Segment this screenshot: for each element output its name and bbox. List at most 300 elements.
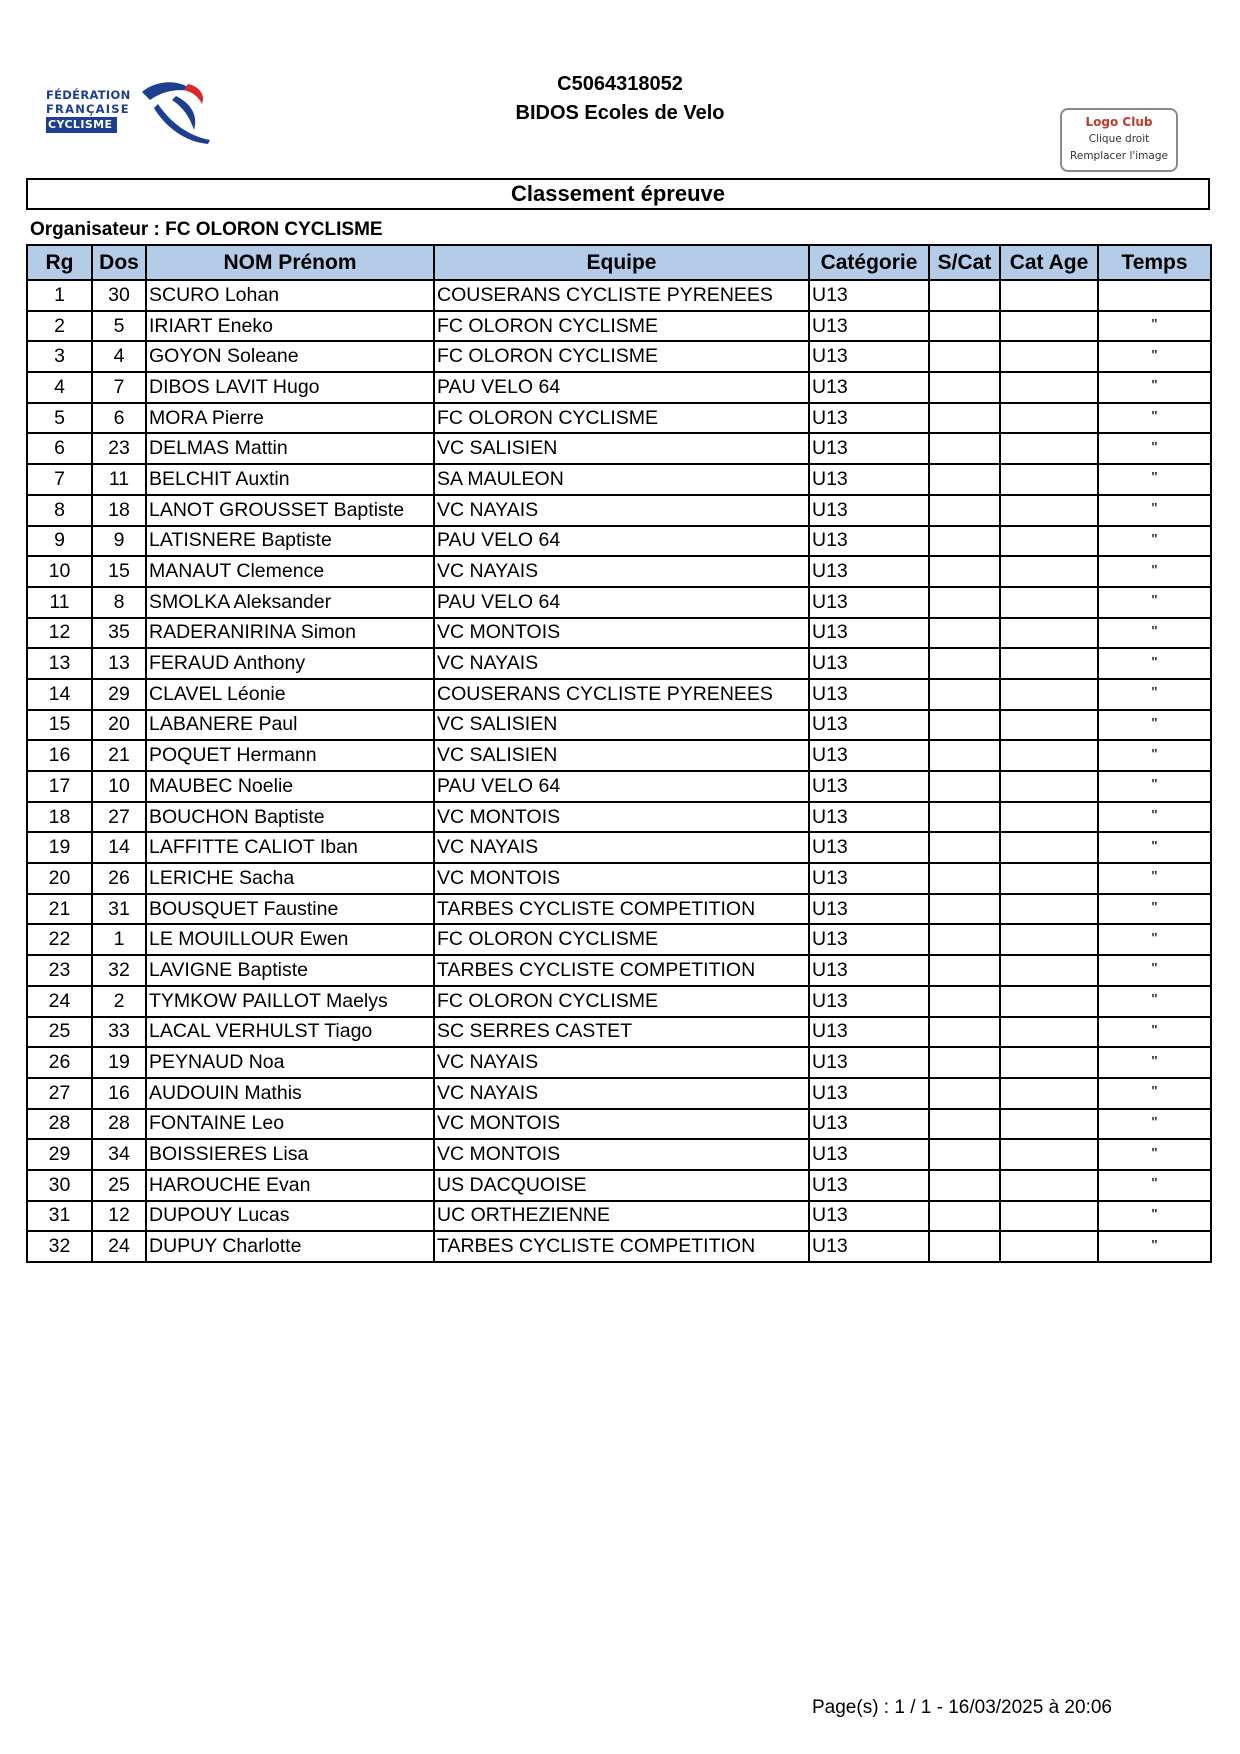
age-category-cell <box>1000 771 1098 802</box>
age-category-cell <box>1000 1139 1098 1170</box>
time-cell: " <box>1098 679 1211 710</box>
event-code: C5064318052 <box>557 73 683 95</box>
team-cell: TARBES CYCLISTE COMPETITION <box>434 894 809 925</box>
bib-cell: 13 <box>92 648 146 679</box>
bib-cell: 26 <box>92 863 146 894</box>
team-cell: UC ORTHEZIENNE <box>434 1201 809 1232</box>
subcategory-cell <box>929 679 1000 710</box>
time-cell: " <box>1098 955 1211 986</box>
team-cell: VC MONTOIS <box>434 618 809 649</box>
age-category-cell <box>1000 1109 1098 1140</box>
rank-cell: 10 <box>27 556 92 587</box>
team-cell: TARBES CYCLISTE COMPETITION <box>434 1231 809 1262</box>
bib-cell: 24 <box>92 1231 146 1262</box>
time-cell: " <box>1098 832 1211 863</box>
team-cell: VC MONTOIS <box>434 863 809 894</box>
rank-cell: 13 <box>27 648 92 679</box>
bib-cell: 21 <box>92 740 146 771</box>
rank-cell: 28 <box>27 1109 92 1140</box>
rank-cell: 11 <box>27 587 92 618</box>
club-logo-hint-1: Clique droit <box>1088 133 1150 145</box>
age-category-cell <box>1000 1201 1098 1232</box>
name-cell: LAVIGNE Baptiste <box>146 955 434 986</box>
column-header-category: Catégorie <box>809 245 929 280</box>
subcategory-cell <box>929 955 1000 986</box>
age-category-cell <box>1000 986 1098 1017</box>
table-header-row <box>27 245 1211 280</box>
table-row <box>27 648 1211 679</box>
category-cell: U13 <box>809 1231 929 1262</box>
name-cell: LAFFITTE CALIOT Iban <box>146 832 434 863</box>
subcategory-cell <box>929 924 1000 955</box>
name-cell: BELCHIT Auxtin <box>146 464 434 495</box>
name-cell: MORA Pierre <box>146 403 434 434</box>
age-category-cell <box>1000 894 1098 925</box>
team-cell: VC MONTOIS <box>434 1109 809 1140</box>
rank-cell: 4 <box>27 372 92 403</box>
column-header-subcategory: S/Cat <box>929 245 1000 280</box>
rank-cell: 21 <box>27 894 92 925</box>
time-cell: " <box>1098 1047 1211 1078</box>
rank-cell: 14 <box>27 679 92 710</box>
document-header <box>420 70 820 128</box>
table-row <box>27 740 1211 771</box>
age-category-cell <box>1000 403 1098 434</box>
category-cell: U13 <box>809 1139 929 1170</box>
ranking-title: Classement épreuve <box>26 178 1210 210</box>
team-cell: SA MAULEON <box>434 464 809 495</box>
club-logo-hint-2: Remplacer l'image <box>1070 150 1168 162</box>
bib-cell: 30 <box>92 280 146 311</box>
age-category-cell <box>1000 495 1098 526</box>
page-footer: Page(s) : 1 / 1 - 16/03/2025 à 20:06 <box>812 1697 1112 1718</box>
bib-cell: 8 <box>92 587 146 618</box>
name-cell: TYMKOW PAILLOT Maelys <box>146 986 434 1017</box>
table-row <box>27 1170 1211 1201</box>
bib-cell: 15 <box>92 556 146 587</box>
table-row <box>27 710 1211 741</box>
time-cell: " <box>1098 526 1211 557</box>
name-cell: LERICHE Sacha <box>146 863 434 894</box>
table-row <box>27 679 1211 710</box>
time-cell: " <box>1098 740 1211 771</box>
bib-cell: 6 <box>92 403 146 434</box>
table-row <box>27 771 1211 802</box>
rank-cell: 15 <box>27 710 92 741</box>
time-cell: " <box>1098 986 1211 1017</box>
category-cell: U13 <box>809 1047 929 1078</box>
column-header-age-category: Cat Age <box>1000 245 1098 280</box>
table-row <box>27 341 1211 372</box>
table-row <box>27 433 1211 464</box>
bib-cell: 20 <box>92 710 146 741</box>
rank-cell: 25 <box>27 1017 92 1048</box>
column-header-team: Equipe <box>434 245 809 280</box>
table-row <box>27 863 1211 894</box>
name-cell: LABANERE Paul <box>146 710 434 741</box>
time-cell: " <box>1098 1170 1211 1201</box>
bib-cell: 16 <box>92 1078 146 1109</box>
age-category-cell <box>1000 679 1098 710</box>
team-cell: FC OLORON CYCLISME <box>434 403 809 434</box>
age-category-cell <box>1000 1017 1098 1048</box>
rank-cell: 2 <box>27 311 92 342</box>
category-cell: U13 <box>809 1170 929 1201</box>
bib-cell: 9 <box>92 526 146 557</box>
column-header-rank: Rg <box>27 245 92 280</box>
age-category-cell <box>1000 280 1098 311</box>
category-cell: U13 <box>809 1201 929 1232</box>
team-cell: COUSERANS CYCLISTE PYRENEES <box>434 280 809 311</box>
table-row <box>27 464 1211 495</box>
bib-cell: 7 <box>92 372 146 403</box>
bib-cell: 31 <box>92 894 146 925</box>
age-category-cell <box>1000 1170 1098 1201</box>
bib-cell: 4 <box>92 341 146 372</box>
time-cell: " <box>1098 1078 1211 1109</box>
category-cell: U13 <box>809 1017 929 1048</box>
name-cell: SCURO Lohan <box>146 280 434 311</box>
team-cell: FC OLORON CYCLISME <box>434 311 809 342</box>
rank-cell: 32 <box>27 1231 92 1262</box>
name-cell: BOISSIERES Lisa <box>146 1139 434 1170</box>
subcategory-cell <box>929 894 1000 925</box>
subcategory-cell <box>929 1139 1000 1170</box>
table-row <box>27 894 1211 925</box>
name-cell: SMOLKA Aleksander <box>146 587 434 618</box>
category-cell: U13 <box>809 372 929 403</box>
table-row <box>27 495 1211 526</box>
subcategory-cell <box>929 1231 1000 1262</box>
age-category-cell <box>1000 955 1098 986</box>
rank-cell: 29 <box>27 1139 92 1170</box>
name-cell: DUPOUY Lucas <box>146 1201 434 1232</box>
subcategory-cell <box>929 1017 1000 1048</box>
table-row <box>27 556 1211 587</box>
time-cell <box>1098 280 1211 311</box>
results-body <box>27 280 1211 1262</box>
rank-cell: 19 <box>27 832 92 863</box>
rank-cell: 27 <box>27 1078 92 1109</box>
time-cell: " <box>1098 924 1211 955</box>
category-cell: U13 <box>809 679 929 710</box>
category-cell: U13 <box>809 341 929 372</box>
subcategory-cell <box>929 986 1000 1017</box>
category-cell: U13 <box>809 802 929 833</box>
table-row <box>27 1139 1211 1170</box>
time-cell: " <box>1098 771 1211 802</box>
time-cell: " <box>1098 1231 1211 1262</box>
name-cell: POQUET Hermann <box>146 740 434 771</box>
rank-cell: 24 <box>27 986 92 1017</box>
name-cell: DUPUY Charlotte <box>146 1231 434 1262</box>
bib-cell: 1 <box>92 924 146 955</box>
name-cell: FONTAINE Leo <box>146 1109 434 1140</box>
table-row <box>27 403 1211 434</box>
time-cell: " <box>1098 1201 1211 1232</box>
name-cell: FERAUD Anthony <box>146 648 434 679</box>
table-row <box>27 587 1211 618</box>
name-cell: MAUBEC Noelie <box>146 771 434 802</box>
subcategory-cell <box>929 1109 1000 1140</box>
subcategory-cell <box>929 832 1000 863</box>
subcategory-cell <box>929 648 1000 679</box>
age-category-cell <box>1000 740 1098 771</box>
column-header-time: Temps <box>1098 245 1211 280</box>
team-cell: TARBES CYCLISTE COMPETITION <box>434 955 809 986</box>
time-cell: " <box>1098 648 1211 679</box>
bib-cell: 12 <box>92 1201 146 1232</box>
subcategory-cell <box>929 341 1000 372</box>
table-row <box>27 986 1211 1017</box>
rank-cell: 31 <box>27 1201 92 1232</box>
bib-cell: 14 <box>92 832 146 863</box>
rank-cell: 5 <box>27 403 92 434</box>
table-row <box>27 618 1211 649</box>
subcategory-cell <box>929 802 1000 833</box>
age-category-cell <box>1000 618 1098 649</box>
team-cell: VC SALISIEN <box>434 433 809 464</box>
category-cell: U13 <box>809 464 929 495</box>
table-row <box>27 1047 1211 1078</box>
subcategory-cell <box>929 1170 1000 1201</box>
ffc-logo <box>46 78 212 148</box>
subcategory-cell <box>929 1201 1000 1232</box>
category-cell: U13 <box>809 433 929 464</box>
age-category-cell <box>1000 832 1098 863</box>
age-category-cell <box>1000 802 1098 833</box>
team-cell: FC OLORON CYCLISME <box>434 986 809 1017</box>
category-cell: U13 <box>809 1078 929 1109</box>
time-cell: " <box>1098 311 1211 342</box>
ffc-swoosh-icon <box>136 78 216 148</box>
column-header-name: NOM Prénom <box>146 245 434 280</box>
category-cell: U13 <box>809 740 929 771</box>
category-cell: U13 <box>809 863 929 894</box>
category-cell: U13 <box>809 587 929 618</box>
team-cell: VC NAYAIS <box>434 1078 809 1109</box>
subcategory-cell <box>929 771 1000 802</box>
name-cell: DELMAS Mattin <box>146 433 434 464</box>
time-cell: " <box>1098 1139 1211 1170</box>
subcategory-cell <box>929 280 1000 311</box>
bib-cell: 23 <box>92 433 146 464</box>
category-cell: U13 <box>809 403 929 434</box>
table-row <box>27 802 1211 833</box>
team-cell: VC NAYAIS <box>434 556 809 587</box>
bib-cell: 27 <box>92 802 146 833</box>
age-category-cell <box>1000 372 1098 403</box>
bib-cell: 19 <box>92 1047 146 1078</box>
team-cell: VC NAYAIS <box>434 495 809 526</box>
age-category-cell <box>1000 556 1098 587</box>
time-cell: " <box>1098 433 1211 464</box>
results-table <box>26 244 1212 1263</box>
ffc-logo-line3: CYCLISME <box>46 117 117 133</box>
time-cell: " <box>1098 495 1211 526</box>
name-cell: BOUSQUET Faustine <box>146 894 434 925</box>
name-cell: HAROUCHE Evan <box>146 1170 434 1201</box>
bib-cell: 35 <box>92 618 146 649</box>
rank-cell: 30 <box>27 1170 92 1201</box>
team-cell: PAU VELO 64 <box>434 587 809 618</box>
bib-cell: 33 <box>92 1017 146 1048</box>
time-cell: " <box>1098 587 1211 618</box>
time-cell: " <box>1098 894 1211 925</box>
time-cell: " <box>1098 710 1211 741</box>
name-cell: RADERANIRINA Simon <box>146 618 434 649</box>
age-category-cell <box>1000 587 1098 618</box>
time-cell: " <box>1098 403 1211 434</box>
table-row <box>27 1231 1211 1262</box>
subcategory-cell <box>929 587 1000 618</box>
bib-cell: 32 <box>92 955 146 986</box>
subcategory-cell <box>929 1078 1000 1109</box>
subcategory-cell <box>929 403 1000 434</box>
team-cell: VC NAYAIS <box>434 1047 809 1078</box>
subcategory-cell <box>929 311 1000 342</box>
team-cell: PAU VELO 64 <box>434 372 809 403</box>
category-cell: U13 <box>809 311 929 342</box>
time-cell: " <box>1098 1109 1211 1140</box>
category-cell: U13 <box>809 618 929 649</box>
subcategory-cell <box>929 526 1000 557</box>
bib-cell: 5 <box>92 311 146 342</box>
category-cell: U13 <box>809 955 929 986</box>
rank-cell: 17 <box>27 771 92 802</box>
table-row <box>27 832 1211 863</box>
category-cell: U13 <box>809 894 929 925</box>
age-category-cell <box>1000 526 1098 557</box>
age-category-cell <box>1000 341 1098 372</box>
team-cell: PAU VELO 64 <box>434 771 809 802</box>
category-cell: U13 <box>809 495 929 526</box>
bib-cell: 10 <box>92 771 146 802</box>
team-cell: VC SALISIEN <box>434 710 809 741</box>
rank-cell: 8 <box>27 495 92 526</box>
subcategory-cell <box>929 464 1000 495</box>
ffc-logo-line2: FRANÇAISE <box>46 102 130 116</box>
name-cell: LATISNERE Baptiste <box>146 526 434 557</box>
ffc-logo-line1: FÉDÉRATION <box>46 88 131 102</box>
subcategory-cell <box>929 495 1000 526</box>
name-cell: GOYON Soleane <box>146 341 434 372</box>
column-header-bib: Dos <box>92 245 146 280</box>
team-cell: VC MONTOIS <box>434 802 809 833</box>
rank-cell: 23 <box>27 955 92 986</box>
age-category-cell <box>1000 464 1098 495</box>
rank-cell: 7 <box>27 464 92 495</box>
category-cell: U13 <box>809 710 929 741</box>
team-cell: PAU VELO 64 <box>434 526 809 557</box>
rank-cell: 12 <box>27 618 92 649</box>
name-cell: AUDOUIN Mathis <box>146 1078 434 1109</box>
rank-cell: 16 <box>27 740 92 771</box>
name-cell: LE MOUILLOUR Ewen <box>146 924 434 955</box>
category-cell: U13 <box>809 280 929 311</box>
time-cell: " <box>1098 341 1211 372</box>
rank-cell: 1 <box>27 280 92 311</box>
table-row <box>27 1017 1211 1048</box>
rank-cell: 9 <box>27 526 92 557</box>
subcategory-cell <box>929 1047 1000 1078</box>
age-category-cell <box>1000 1231 1098 1262</box>
age-category-cell <box>1000 311 1098 342</box>
bib-cell: 18 <box>92 495 146 526</box>
time-cell: " <box>1098 556 1211 587</box>
table-row <box>27 372 1211 403</box>
time-cell: " <box>1098 1017 1211 1048</box>
subcategory-cell <box>929 740 1000 771</box>
category-cell: U13 <box>809 986 929 1017</box>
subcategory-cell <box>929 556 1000 587</box>
subcategory-cell <box>929 433 1000 464</box>
time-cell: " <box>1098 464 1211 495</box>
age-category-cell <box>1000 648 1098 679</box>
age-category-cell <box>1000 710 1098 741</box>
subcategory-cell <box>929 863 1000 894</box>
team-cell: FC OLORON CYCLISME <box>434 341 809 372</box>
team-cell: SC SERRES CASTET <box>434 1017 809 1048</box>
rank-cell: 6 <box>27 433 92 464</box>
time-cell: " <box>1098 372 1211 403</box>
subcategory-cell <box>929 372 1000 403</box>
ffc-logo-text <box>46 88 131 133</box>
club-logo-title: Logo Club <box>1085 115 1153 129</box>
name-cell: CLAVEL Léonie <box>146 679 434 710</box>
category-cell: U13 <box>809 771 929 802</box>
time-cell: " <box>1098 618 1211 649</box>
subcategory-cell <box>929 618 1000 649</box>
table-row <box>27 1201 1211 1232</box>
category-cell: U13 <box>809 1109 929 1140</box>
category-cell: U13 <box>809 832 929 863</box>
bib-cell: 34 <box>92 1139 146 1170</box>
team-cell: US DACQUOISE <box>434 1170 809 1201</box>
category-cell: U13 <box>809 924 929 955</box>
team-cell: COUSERANS CYCLISTE PYRENEES <box>434 679 809 710</box>
age-category-cell <box>1000 1078 1098 1109</box>
rank-cell: 22 <box>27 924 92 955</box>
rank-cell: 26 <box>27 1047 92 1078</box>
name-cell: BOUCHON Baptiste <box>146 802 434 833</box>
name-cell: IRIART Eneko <box>146 311 434 342</box>
table-row <box>27 1109 1211 1140</box>
name-cell: DIBOS LAVIT Hugo <box>146 372 434 403</box>
category-cell: U13 <box>809 526 929 557</box>
age-category-cell <box>1000 924 1098 955</box>
name-cell: LACAL VERHULST Tiago <box>146 1017 434 1048</box>
time-cell: " <box>1098 802 1211 833</box>
rank-cell: 3 <box>27 341 92 372</box>
bib-cell: 11 <box>92 464 146 495</box>
team-cell: VC NAYAIS <box>434 648 809 679</box>
club-logo-placeholder[interactable] <box>1060 108 1178 172</box>
name-cell: MANAUT Clemence <box>146 556 434 587</box>
age-category-cell <box>1000 863 1098 894</box>
subcategory-cell <box>929 710 1000 741</box>
name-cell: PEYNAUD Noa <box>146 1047 434 1078</box>
table-row <box>27 526 1211 557</box>
team-cell: VC NAYAIS <box>434 832 809 863</box>
rank-cell: 20 <box>27 863 92 894</box>
team-cell: VC SALISIEN <box>434 740 809 771</box>
age-category-cell <box>1000 1047 1098 1078</box>
team-cell: FC OLORON CYCLISME <box>434 924 809 955</box>
age-category-cell <box>1000 433 1098 464</box>
table-row <box>27 311 1211 342</box>
name-cell: LANOT GROUSSET Baptiste <box>146 495 434 526</box>
